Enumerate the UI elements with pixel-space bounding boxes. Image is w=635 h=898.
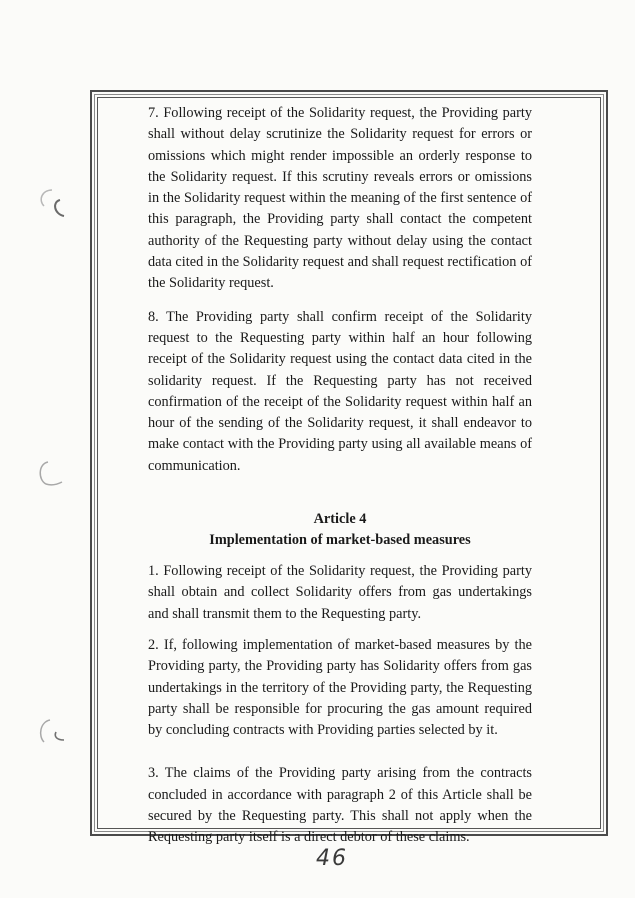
- paragraph-7: 7. Following receipt of the Solidarity request, the Providing party shall without delay scrutinize the Solidarity request for errors or omissions which might render impossible an orderly response to the Solidarity request. If this scrutiny reveals errors or omissions in the Solidarity request within the meaning of the first sentence of this paragraph, the Providing party shall contact the competent authority of the Requesting party without delay using the contact data cited in the Solidarity request and shall request rectification of the Solidarity request.: [148, 105, 532, 292]
- article-paragraph-1: 1. Following receipt of the Solidarity request, the Providing party shall obtain and collect Solidarity offers from gas undertakings and shall transmit them to the Requesting party.: [148, 563, 532, 622]
- paragraph-8: 8. The Providing party shall confirm receipt of the Solidarity request to the Requesting party within half an hour following receipt of the Solidarity request using the contact data cited in the solidarity request. If the Requesting party has not received confirmation of the receipt of the Solidarity request within half an hour of the sending of the Solidarity request, it shall endeavor to make contact with the Providing party using all available means of communication.: [148, 308, 532, 474]
- article-title: Implementation of market-based measures: [209, 532, 471, 549]
- article-number: Article 4: [313, 511, 367, 528]
- article-paragraph-2: 2. If, following implementation of market-based measures by the Providing party, the Providing party has Solidarity offers from gas undertakings in the territory of the Providing party, the Requesting party shall be responsible for procuring the gas amount required by concluding contracts with Providing parties selected by it.: [148, 636, 532, 739]
- punch-hole-mark-top: [34, 186, 74, 222]
- page-number: 46: [316, 846, 348, 871]
- punch-hole-mark-bottom: [32, 716, 72, 750]
- article-paragraph-3: 3. The claims of the Providing party arising from the contracts concluded in accordance with paragraph 2 of this Article shall be secured by the Requesting party. This shall not apply when the Requesting party itself is a direct debtor of these claims.: [148, 765, 532, 846]
- article-heading: [148, 509, 532, 551]
- punch-hole-mark-middle: [32, 458, 72, 492]
- document-body: [148, 103, 532, 849]
